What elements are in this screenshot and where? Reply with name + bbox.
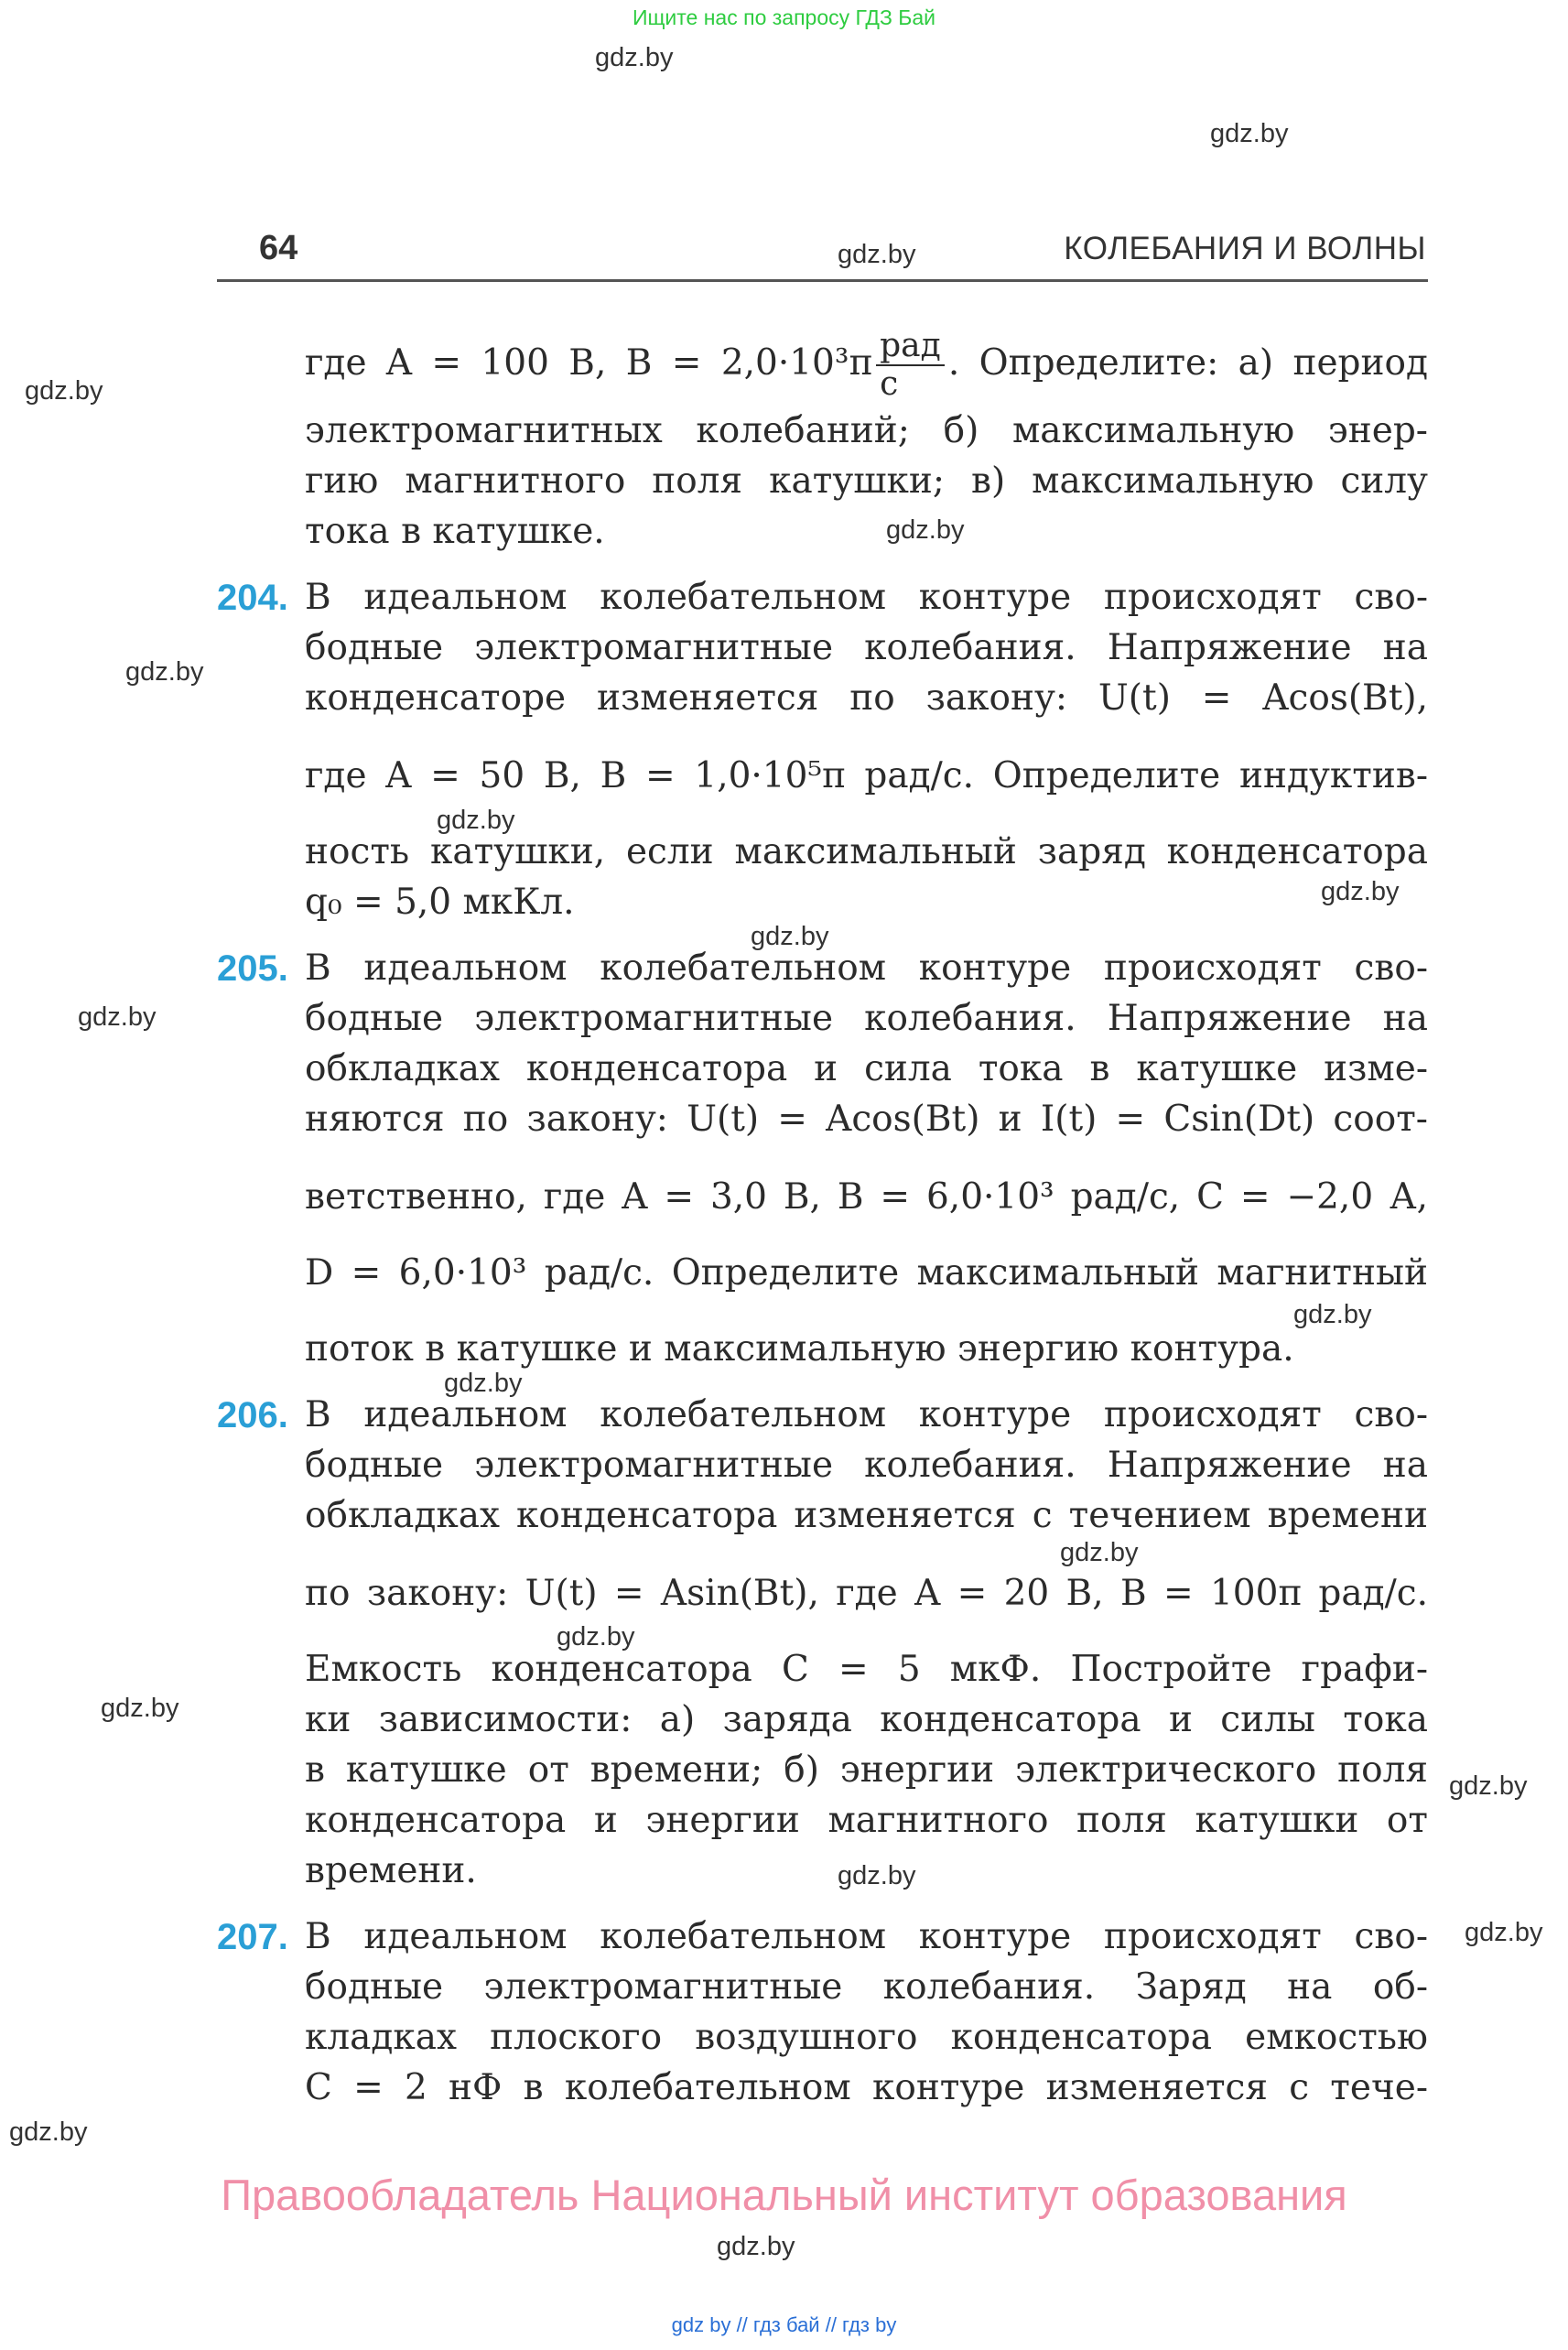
text-line: В идеальном колебательном контуре происходят сво- xyxy=(305,948,1428,989)
text-line: ки зависимости: а) заряда конденсатора и силы тока xyxy=(305,1699,1428,1740)
text-line: в катушке от времени; б) энергии электрического поля xyxy=(305,1749,1428,1791)
header-divider xyxy=(217,279,1428,282)
watermark: gdz.by xyxy=(78,1002,157,1032)
watermark: gdz.by xyxy=(595,43,674,72)
text-line: няются по закону: U(t) = Acos(Bt) и I(t) = Csin(Dt) соот- xyxy=(305,1099,1428,1140)
problem-number-206: 206. xyxy=(217,1395,288,1435)
text-line: бодные электромагнитные колебания. Напряжение на xyxy=(305,627,1428,668)
watermark: gdz.by xyxy=(1210,119,1289,148)
text-line: времени. xyxy=(305,1850,477,1891)
watermark: gdz.by xyxy=(1293,1300,1372,1329)
text-line: конденсатора и энергии магнитного поля катушки от xyxy=(305,1800,1428,1841)
section-title: КОЛЕБАНИЯ И ВОЛНЫ xyxy=(1064,231,1426,266)
problem-number-207: 207. xyxy=(217,1917,288,1957)
text-line: электромагнитных колебаний; б) максимальную энер- xyxy=(305,410,1428,451)
problem-number-205: 205. xyxy=(217,948,288,989)
text-line: гию магнитного поля катушки; в) максимальную силу xyxy=(305,460,1428,502)
watermark: gdz.by xyxy=(437,806,515,835)
watermark: gdz.by xyxy=(1321,877,1400,906)
text-line: где A = 100 В, B = 2,0·10³π $\frac{\text{рад}}{с}$ . Определите: а) период xyxy=(305,327,1429,403)
problem-number-204: 204. xyxy=(217,578,288,618)
watermark: gdz.by xyxy=(557,1622,635,1651)
text-line: поток в катушке и максимальную энергию контура. xyxy=(305,1328,1294,1370)
text-line: бодные электромагнитные колебания. Заряд на об- xyxy=(305,1966,1428,2008)
watermark: gdz.by xyxy=(838,1861,916,1890)
watermark: gdz.by xyxy=(717,2232,795,2261)
footer-links[interactable]: gdz by // гдз бай // гдз by xyxy=(671,2313,897,2336)
text-line: В идеальном колебательном контуре происходят сво- xyxy=(305,577,1428,618)
text-line: обкладках конденсатора изменяется с течением времени xyxy=(305,1495,1428,1536)
text-line: C = 2 нФ в колебательном контуре изменяется с тече- xyxy=(305,2067,1428,2108)
watermark: gdz.by xyxy=(1465,1918,1543,1947)
page-number: 64 xyxy=(259,229,298,267)
watermark: gdz.by xyxy=(838,240,916,269)
text-line: ность катушки, если максимальный заряд конденсатора xyxy=(305,831,1428,872)
watermark: gdz.by xyxy=(751,922,829,951)
text-line: тока в катушке. xyxy=(305,511,605,552)
watermark: gdz.by xyxy=(1060,1538,1139,1567)
text-line: где A = 50 В, B = 1,0·10⁵π рад/с. Определите индуктив- xyxy=(305,755,1428,796)
watermark: gdz.by xyxy=(886,515,965,545)
text-line: ветственно, где A = 3,0 В, B = 6,0·10³ рад/с, C = −2,0 А, xyxy=(305,1176,1428,1218)
text-line: конденсаторе изменяется по закону: U(t) = Acos(Bt), xyxy=(305,677,1428,719)
watermark: gdz.by xyxy=(444,1369,523,1398)
text-line: кладках плоского воздушного конденсатора емкостью xyxy=(305,2017,1428,2058)
copyright-notice: Правообладатель Национальный институт образования xyxy=(221,2171,1347,2219)
text-line: бодные электромагнитные колебания. Напряжение на xyxy=(305,998,1428,1039)
text-line: Емкость конденсатора C = 5 мкФ. Постройте графи- xyxy=(305,1649,1428,1690)
text-line: В идеальном колебательном контуре происходят сво- xyxy=(305,1394,1428,1435)
watermark: gdz.by xyxy=(25,376,103,406)
text-line: В идеальном колебательном контуре происходят сво- xyxy=(305,1916,1428,1957)
text-line: D = 6,0·10³ рад/с. Определите максимальный магнитный xyxy=(305,1252,1428,1294)
top-banner[interactable]: Ищите нас по запросу ГДЗ Бай xyxy=(632,5,936,29)
text-line: обкладках конденсатора и сила тока в катушке изме- xyxy=(305,1048,1428,1089)
watermark: gdz.by xyxy=(1449,1771,1528,1801)
text-line: q₀ = 5,0 мкКл. xyxy=(305,882,575,923)
watermark: gdz.by xyxy=(9,2117,88,2147)
watermark: gdz.by xyxy=(101,1694,179,1723)
text-line: бодные электромагнитные колебания. Напряжение на xyxy=(305,1445,1428,1486)
text-line: по закону: U(t) = Asin(Bt), где A = 20 В, B = 100π рад/с. xyxy=(305,1573,1428,1614)
watermark: gdz.by xyxy=(125,657,204,687)
